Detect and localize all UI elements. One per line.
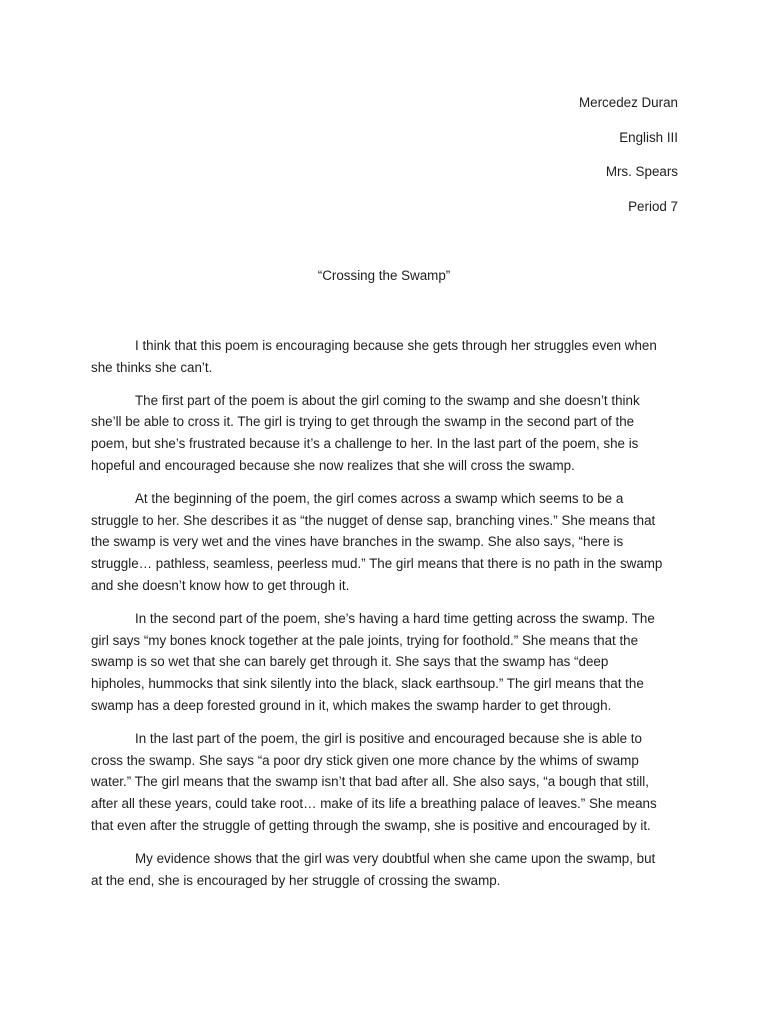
text-line: struggle… pathless, seamless, peerless mud.” The girl means that there is no path in the swamp bbox=[91, 556, 663, 572]
paragraph-last-part bbox=[91, 728, 681, 837]
paragraph-summary bbox=[91, 390, 681, 477]
text-line: I think that this poem is encouraging because she gets through her struggles even when bbox=[135, 338, 657, 353]
text-line: she thinks she can’t. bbox=[91, 359, 213, 375]
heading-block bbox=[579, 92, 678, 230]
author-name: Mercedez Duran bbox=[579, 95, 678, 110]
text-line: cross the swamp. She says “a poor dry stick given one more chance by the whims of swamp bbox=[91, 752, 639, 768]
text-line: At the beginning of the poem, the girl comes across a swamp which seems to be a bbox=[135, 490, 624, 506]
text-line: poem, but she’s frustrated because it’s a challenge to her. In the last part of the poem, she is bbox=[91, 436, 639, 452]
text-line: The first part of the poem is about the girl coming to the swamp and she doesn’t think bbox=[135, 392, 640, 408]
class-period: Period 7 bbox=[628, 198, 678, 214]
text-line: In the last part of the poem, the girl is positive and encouraged because she is able to bbox=[135, 730, 642, 746]
text-line: hipholes, hummocks that sink silently into the black, slack earthsoup.” The girl means that the bbox=[91, 676, 644, 692]
text-line: hopeful and encouraged because she now realizes that she will cross the swamp. bbox=[91, 457, 575, 473]
text-line: swamp is so wet that she can barely get through it. She says that the swamp has “deep bbox=[91, 654, 609, 670]
text-line: at the end, she is encouraged by her struggle of crossing the swamp. bbox=[91, 872, 501, 888]
text-line: struggle to her. She describes it as “the nugget of dense sap, branching vines.” She means that bbox=[91, 512, 656, 528]
text-line: water.” The girl means that the swamp isn’t that bad after all. She also says, “a bough that still, bbox=[91, 774, 649, 790]
text-line: after all these years, could take root… make of its life a breathing palace of leaves.” She means bbox=[91, 796, 657, 812]
paragraph-conclusion bbox=[91, 848, 681, 892]
text-line: In the second part of the poem, she’s having a hard time getting across the swamp. The bbox=[135, 610, 655, 626]
essay-title: “Crossing the Swamp” bbox=[317, 268, 451, 283]
text-line: girl says “my bones knock together at the pale joints, trying for foothold.” She means that the bbox=[91, 632, 639, 648]
paragraph-second-part bbox=[91, 608, 681, 717]
course-name: English III bbox=[619, 129, 678, 145]
text-line: that even after the struggle of getting through the swamp, she is positive and encouraged by it. bbox=[91, 817, 651, 833]
paragraph-intro bbox=[91, 335, 681, 379]
essay-body bbox=[91, 335, 681, 902]
teacher-name: Mrs. Spears bbox=[605, 164, 678, 179]
text-line: the swamp is very wet and the vines have branches in the swamp. She also says, “here is bbox=[91, 534, 624, 550]
text-line: and she doesn’t know how to get through it. bbox=[91, 577, 350, 593]
text-line: swamp has a deep forested ground in it, which makes the swamp harder to get through. bbox=[91, 697, 612, 713]
paragraph-beginning bbox=[91, 488, 681, 597]
text-line: My evidence shows that the girl was very doubtful when she came upon the swamp, but bbox=[135, 850, 656, 866]
text-line: she’ll be able to cross it. The girl is trying to get through the swamp in the second part of the bbox=[91, 414, 635, 430]
